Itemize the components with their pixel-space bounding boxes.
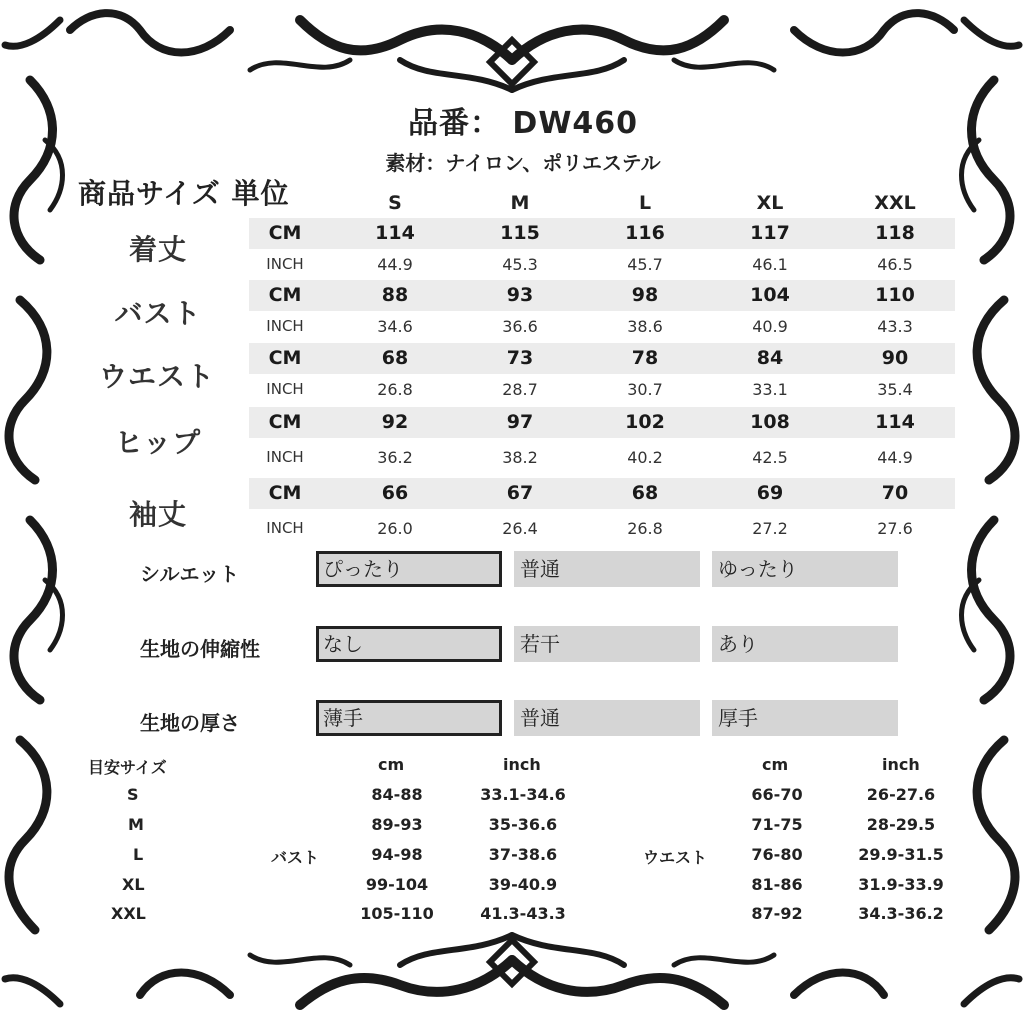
guide-waist-cm: 76-80 (751, 845, 803, 864)
unit-label: INCH (266, 255, 304, 273)
guide-bust-inch-header: inch (503, 755, 541, 774)
product-title: 品番： DW460 (407, 106, 639, 141)
table-cell: 66 (381, 482, 409, 504)
guide-size: XL (122, 875, 145, 894)
table-cell: 104 (750, 284, 790, 306)
table-cell: 93 (506, 284, 534, 306)
table-cell: 35.4 (877, 380, 913, 399)
table-cell: 90 (881, 347, 909, 369)
table-cell: 36.6 (502, 317, 538, 336)
size-unit-label: 商品サイズ 単位 (78, 177, 290, 210)
guide-size: XXL (111, 904, 146, 923)
guide-waist-inch: 31.9-33.9 (858, 875, 944, 894)
attr-label-silhouette: シルエット (140, 562, 240, 586)
table-cell: 116 (625, 222, 665, 244)
option-stretch-none: なし (316, 626, 502, 662)
guide-bust-inch: 39-40.9 (488, 875, 558, 894)
table-cell: 44.9 (877, 448, 913, 467)
bottom-ornament (140, 935, 884, 1005)
guide-size: L (133, 845, 144, 864)
option-stretch-slight: 若干 (514, 626, 700, 662)
table-cell: 88 (381, 284, 409, 306)
table-cell: 46.1 (752, 255, 788, 274)
table-cell: 114 (875, 411, 915, 433)
attr-label-thickness: 生地の厚さ (140, 711, 240, 735)
table-cell: 40.2 (627, 448, 663, 467)
table-cell: 98 (631, 284, 659, 306)
table-row (249, 442, 955, 473)
table-cell: 45.7 (627, 255, 663, 274)
table-cell: 68 (631, 482, 659, 504)
table-row (249, 478, 955, 509)
size-header-s: S (388, 192, 402, 214)
size-header-xxl: XXL (874, 192, 916, 214)
guide-bust-label: バスト (271, 848, 320, 867)
table-cell: 26.8 (377, 380, 413, 399)
guide-bust-cm: 84-88 (371, 785, 423, 804)
option-thickness-regular: 普通 (514, 700, 700, 736)
table-cell: 97 (506, 411, 534, 433)
unit-label: INCH (266, 448, 304, 466)
table-cell: 110 (875, 284, 915, 306)
table-cell: 102 (625, 411, 665, 433)
table-cell: 30.7 (627, 380, 663, 399)
guide-waist-inch: 26-27.6 (866, 785, 936, 804)
guide-waist-cm: 66-70 (751, 785, 803, 804)
guide-waist-cm: 87-92 (751, 904, 803, 923)
option-thickness-thin: 薄手 (316, 700, 502, 736)
guide-waist-label: ウエスト (643, 848, 708, 867)
table-cell: 45.3 (502, 255, 538, 274)
size-header-l: L (638, 192, 652, 214)
guide-size: M (128, 815, 144, 834)
unit-label: INCH (266, 380, 304, 398)
table-cell: 26.8 (627, 519, 663, 538)
table-cell: 84 (756, 347, 784, 369)
measure-name-waist: ウエスト (98, 360, 215, 393)
table-cell: 73 (506, 347, 534, 369)
table-cell: 38.2 (502, 448, 538, 467)
table-cell: 27.2 (752, 519, 788, 538)
unit-label: CM (268, 284, 302, 306)
table-row (249, 249, 955, 280)
table-row (249, 343, 955, 374)
guide-waist-cm-header: cm (762, 755, 789, 774)
measure-name-bust: バスト (114, 297, 202, 330)
material-text: 素材：ナイロン、ポリエステル (385, 151, 661, 175)
guide-label: 目安サイズ (88, 758, 167, 777)
measure-name-sleeve: 袖丈 (128, 498, 187, 531)
unit-label: CM (268, 222, 302, 244)
unit-label: INCH (266, 317, 304, 335)
table-cell: 28.7 (502, 380, 538, 399)
option-silhouette-regular: 普通 (514, 551, 700, 587)
size-header-xl: XL (756, 192, 784, 214)
unit-label: CM (268, 411, 302, 433)
guide-waist-inch: 28-29.5 (866, 815, 936, 834)
table-cell: 33.1 (752, 380, 788, 399)
guide-bust-cm: 94-98 (371, 845, 423, 864)
table-cell: 108 (750, 411, 790, 433)
table-cell: 40.9 (752, 317, 788, 336)
guide-bust-inch: 35-36.6 (488, 815, 558, 834)
option-silhouette-fitted: ぴったり (316, 551, 502, 587)
table-cell: 46.5 (877, 255, 913, 274)
table-cell: 118 (875, 222, 915, 244)
guide-size: S (127, 785, 139, 804)
attr-label-stretch: 生地の伸縮性 (140, 637, 260, 661)
table-cell: 117 (750, 222, 790, 244)
table-row (249, 311, 955, 342)
guide-bust-inch: 33.1-34.6 (480, 785, 566, 804)
guide-bust-inch: 41.3-43.3 (480, 904, 566, 923)
guide-waist-inch: 29.9-31.5 (858, 845, 944, 864)
table-row (249, 374, 955, 405)
table-cell: 38.6 (627, 317, 663, 336)
table-cell: 42.5 (752, 448, 788, 467)
table-cell: 68 (381, 347, 409, 369)
guide-waist-inch-header: inch (882, 755, 920, 774)
guide-waist-inch: 34.3-36.2 (858, 904, 944, 923)
table-cell: 69 (756, 482, 784, 504)
table-cell: 43.3 (877, 317, 913, 336)
option-silhouette-loose: ゆったり (712, 551, 898, 587)
measure-name-hip: ヒップ (114, 426, 202, 459)
table-cell: 34.6 (377, 317, 413, 336)
option-thickness-thick: 厚手 (712, 700, 898, 736)
table-cell: 36.2 (377, 448, 413, 467)
guide-bust-cm: 99-104 (365, 875, 429, 894)
table-cell: 115 (500, 222, 540, 244)
guide-bust-inch: 37-38.6 (488, 845, 558, 864)
top-ornament (70, 13, 954, 90)
table-row (249, 280, 955, 311)
table-cell: 26.4 (502, 519, 538, 538)
unit-label: CM (268, 347, 302, 369)
guide-waist-cm: 71-75 (751, 815, 803, 834)
guide-bust-cm-header: cm (378, 755, 405, 774)
table-cell: 114 (375, 222, 415, 244)
table-cell: 44.9 (377, 255, 413, 274)
guide-bust-cm: 105-110 (360, 904, 434, 923)
table-row (249, 513, 955, 544)
table-cell: 92 (381, 411, 409, 433)
measure-name-length: 着丈 (128, 233, 187, 266)
table-cell: 70 (881, 482, 909, 504)
guide-bust-cm: 89-93 (371, 815, 423, 834)
table-cell: 78 (631, 347, 659, 369)
table-cell: 27.6 (877, 519, 913, 538)
table-row (249, 407, 955, 438)
option-stretch-yes: あり (712, 626, 898, 662)
table-row (249, 218, 955, 249)
table-cell: 26.0 (377, 519, 413, 538)
unit-label: INCH (266, 519, 304, 537)
size-header-m: M (510, 192, 530, 214)
table-cell: 67 (506, 482, 534, 504)
guide-waist-cm: 81-86 (751, 875, 803, 894)
unit-label: CM (268, 482, 302, 504)
